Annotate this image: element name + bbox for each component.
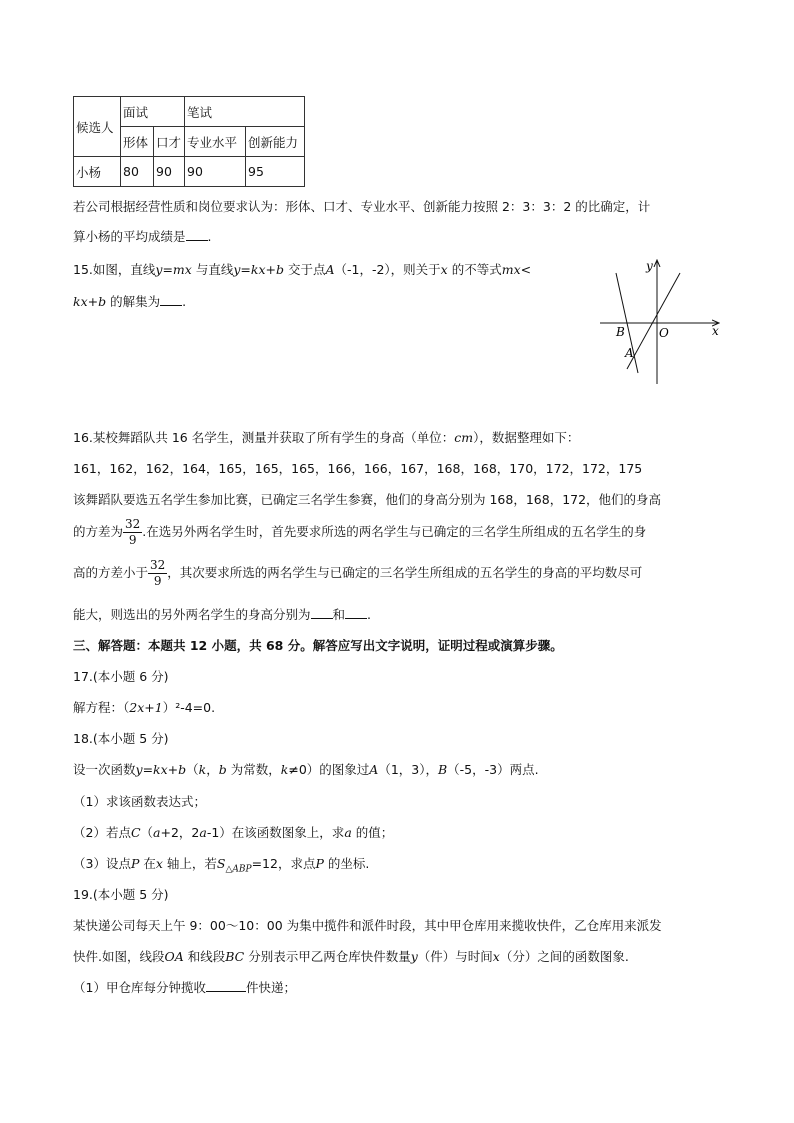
x-axis-label: x (712, 324, 719, 338)
fraction: $\frac{32}{9}$ (125, 517, 141, 547)
score-innovation: 95 (246, 157, 305, 187)
score-table (73, 96, 305, 187)
q15-graph (596, 257, 726, 387)
section-heading: 三、解答题：本题共 12 小题，共 68 分。解答应写出文字说明，证明过程或演算步骤。 (73, 638, 563, 653)
origin-label: O (659, 326, 669, 340)
score-appearance: 80 (121, 157, 154, 187)
q18-sub1: （1）求该函数表达式； (73, 794, 206, 809)
header-candidate: 候选人 (74, 97, 121, 157)
subheader-innovation: 创新能力 (246, 127, 305, 157)
subheader-appearance: 形体 (121, 127, 154, 157)
q15-line2: kx+b 的解集为 . (73, 294, 187, 309)
q18-sub3: （3）设点P 在x 轴上，若$S_{\triangle ABP}=12$，求点P 的坐标. (73, 856, 370, 875)
line-y-mx (627, 273, 680, 369)
q19-sub1: （1）甲仓库每分钟揽收 件快递； (73, 980, 296, 995)
point-b-label: B (616, 325, 625, 339)
q16-line5: 高的方差小于 $\frac{32}{9}$ ，其次要求所选的两名学生与已确定的三名学生所组成的五名学生的身高的平均数尽可 (73, 558, 643, 588)
q18-title: 18.(本小题 5 分) (73, 731, 169, 746)
fraction: $\frac{32}{9}$ (150, 558, 166, 588)
q14-line1: 若公司根据经营性质和岗位要求认为：形体、口才、专业水平、创新能力按照 2：3：3：2 的比确定，计 (73, 199, 651, 214)
answer-blank (345, 605, 367, 619)
header-written: 笔试 (185, 97, 305, 127)
q15-line1: 15.如图，直线y=mx 与直线y=kx+b 交于点A（-1，-2），则关于x 的不等式mx< (73, 262, 532, 277)
q16-data: 161，162，162，164，165，165，165，166，166，167，168，168，170，172，172，175 (73, 461, 643, 476)
score-expertise: 90 (185, 157, 246, 187)
q14-line2: 算小杨的平均成绩是 . (73, 229, 212, 244)
q18-line1: 设一次函数y=kx+b（k，b 为常数，k≠0）的图象过A（1，3），B（-5，-3）两点. (73, 762, 539, 777)
q16-line4: 的方差为 $\frac{32}{9}$ .在选另外两名学生时，首先要求所选的两名学生与已确定的三名学生所组成的五名学生的身 (73, 517, 647, 547)
q18-sub2: （2）若点C（a+2，2a-1）在该函数图象上，求a 的值； (73, 825, 394, 840)
answer-blank (206, 978, 246, 992)
header-interview: 面试 (121, 97, 185, 127)
subheader-expertise: 专业水平 (185, 127, 246, 157)
answer-blank (186, 227, 208, 241)
q17-equation: 解方程：（2x+1）²-4=0. (73, 700, 216, 715)
answer-blank (160, 292, 182, 306)
score-eloquence: 90 (154, 157, 185, 187)
answer-blank (311, 605, 333, 619)
q19-line2: 快件.如图，线段OA 和线段BC 分别表示甲乙两仓库快件数量y（件）与时间x（分）之间的函数图象. (73, 949, 629, 964)
q19-title: 19.(本小题 5 分) (73, 887, 169, 902)
q16-line1: 16.某校舞蹈队共 16 名学生，测量并获取了所有学生的身高（单位：cm），数据整理如下： (73, 430, 580, 445)
subheader-eloquence: 口才 (154, 127, 185, 157)
y-axis-label: y (646, 259, 653, 273)
q19-line1: 某快递公司每天上午 9：00～10：00 为集中揽件和派件时段，其中甲仓库用来揽收快件，乙仓库用来派发 (73, 918, 662, 933)
point-a-label: A (625, 346, 634, 360)
row-name: 小杨 (74, 157, 121, 187)
q16-line3: 该舞蹈队要选五名学生参加比赛，已确定三名学生参赛，他们的身高分别为 168，168，172，他们的身高 (73, 492, 662, 507)
q17-title: 17.(本小题 6 分) (73, 669, 169, 684)
q16-line6: 能大，则选出的另外两名学生的身高分别为 和 . (73, 607, 372, 622)
